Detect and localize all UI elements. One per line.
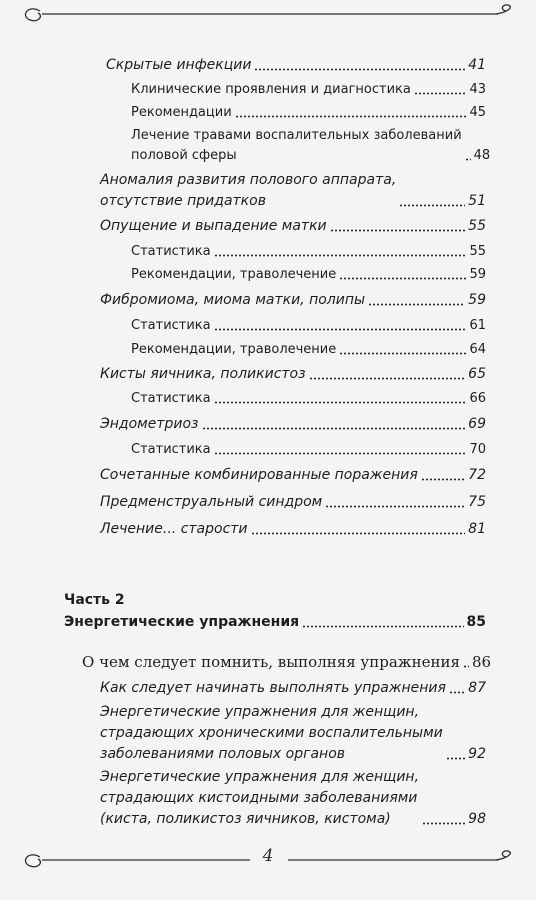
toc-entry-energy-exercises[interactable]	[64, 612, 486, 633]
toc-entry-title: Сочетанные комбинированные поражения	[100, 467, 418, 483]
dot-leader	[368, 303, 465, 306]
toc-entry-statistics[interactable]	[131, 389, 486, 409]
toc-entry-page: 45	[469, 105, 486, 120]
toc-entry-page: 55	[469, 244, 486, 259]
dot-leader	[330, 229, 466, 232]
toc-entry-old-age[interactable]	[100, 519, 486, 540]
toc-entry-title: Как следует начинать выполнять упражнения	[100, 680, 446, 696]
toc-entry-title: Скрытые инфекции	[106, 57, 252, 73]
toc-entry-title: Энергетические упражнения	[64, 614, 300, 630]
toc-entry-title: Лечение... старости	[100, 521, 248, 537]
toc-entry-energy-cystoid[interactable]	[100, 767, 486, 830]
dot-leader	[254, 68, 465, 71]
toc-entry-title: Кисты яичника, поликистоз	[100, 366, 306, 382]
dot-leader	[422, 822, 465, 825]
dot-leader	[414, 92, 467, 95]
toc-entry-endometriosis[interactable]	[100, 414, 486, 435]
toc-entry-page: 48	[473, 148, 491, 163]
toc-entry-recommendations-herbal[interactable]	[131, 340, 486, 360]
toc-entry-anomaly[interactable]	[100, 170, 486, 212]
toc-entry-title: Фибромиома, миома матки, полипы	[100, 292, 366, 308]
toc-entry-title: Эндометриоз	[100, 416, 199, 432]
toc-entry-page: 65	[468, 366, 486, 382]
dot-leader	[339, 352, 466, 355]
toc-entry-clinical-diagnostics[interactable]	[131, 80, 486, 100]
toc-entry-page: 69	[468, 416, 486, 432]
toc-entry-title: Лечение травами воспалительных заболеваний половой сферы	[131, 128, 462, 163]
dot-leader	[202, 427, 466, 430]
dot-leader	[449, 691, 465, 694]
toc-entry-pms[interactable]	[100, 492, 486, 513]
dot-leader	[446, 757, 465, 760]
toc-entry-page: 85	[466, 614, 486, 630]
toc-entry-page: 98	[468, 811, 486, 827]
toc-entry-title: Статистика	[131, 318, 211, 333]
toc-entry-title: Клинические проявления и диагностика	[131, 82, 411, 97]
toc-entry-how-to-start[interactable]	[100, 678, 486, 699]
dot-leader	[214, 401, 467, 404]
toc-entry-title: Рекомендации, траволечение	[131, 342, 337, 357]
toc-entry-title: Опущение и выпадение матки	[100, 218, 327, 234]
toc-entry-title: Рекомендации, траволечение	[131, 267, 337, 282]
toc-entry-statistics[interactable]	[131, 242, 486, 262]
toc-entry-page: 59	[469, 267, 486, 282]
toc-entry-statistics[interactable]	[131, 316, 486, 336]
dot-leader	[302, 625, 463, 628]
dot-leader	[399, 204, 465, 207]
dot-leader	[339, 277, 466, 280]
toc-entry-page: 64	[469, 342, 486, 357]
toc-entry-title: Статистика	[131, 442, 211, 457]
toc-entry-title: Рекомендации	[131, 105, 232, 120]
toc-entry-page: 43	[469, 82, 486, 97]
toc-entry-page: 61	[469, 318, 486, 333]
dot-leader	[309, 377, 466, 380]
toc-entry-title: Энергетические упражнения для женщин, страдающих хроническими воспалительными заболеваниями половых органов	[100, 704, 443, 762]
toc-entry-page: 55	[468, 218, 486, 234]
toc-entry-page: 66	[469, 391, 486, 406]
toc-entry-fibromyoma[interactable]	[100, 290, 486, 311]
toc-entry-page: 92	[468, 746, 486, 762]
dot-leader	[421, 478, 465, 481]
toc-entry-energy-inflammatory[interactable]	[100, 702, 486, 765]
dot-leader	[214, 452, 467, 455]
toc-entry-recommendations-herbal[interactable]	[131, 265, 486, 285]
toc-entry-latent-infections[interactable]	[106, 55, 486, 76]
dot-leader	[463, 665, 469, 668]
toc-entry-page: 81	[468, 521, 486, 537]
dot-leader	[325, 505, 465, 508]
toc-entry-statistics[interactable]	[131, 440, 486, 460]
toc-entry-title: Статистика	[131, 391, 211, 406]
toc-entry-title: Аномалия развития полового аппарата, отсутствие придатков	[100, 172, 397, 209]
toc-entry-title: Предменструальный синдром	[100, 494, 323, 510]
dot-leader	[214, 328, 467, 331]
toc-entry-page: 41	[468, 57, 486, 73]
toc-entry-page: 87	[468, 680, 486, 696]
toc-entry-uterine-prolapse[interactable]	[100, 216, 486, 237]
toc-entry-combined-lesions[interactable]	[100, 465, 486, 486]
toc-entry-title: О чем следует помнить, выполняя упражнения	[82, 653, 460, 671]
toc-entry-page: 51	[468, 193, 486, 209]
toc-entry-remember[interactable]	[82, 651, 492, 673]
toc-entry-page: 75	[468, 494, 486, 510]
toc-entry-page: 86	[471, 653, 492, 671]
toc-entry-herbal-treatment[interactable]	[131, 126, 491, 166]
dot-leader	[251, 532, 466, 535]
toc-entry-page: 72	[468, 467, 486, 483]
toc-entry-page: 59	[468, 292, 486, 308]
toc-entry-recommendations[interactable]	[131, 103, 486, 123]
toc-entry-page: 70	[469, 442, 486, 457]
toc-entry-ovarian-cysts[interactable]	[100, 364, 486, 385]
page-number: 4	[262, 846, 274, 866]
toc-entry-title: Статистика	[131, 244, 211, 259]
dot-leader	[465, 158, 471, 161]
dot-leader	[214, 254, 467, 257]
toc-entry-title: Энергетические упражнения для женщин, страдающих кистоидными заболеваниями (киста, поликистоз яичников, кистома)	[100, 769, 420, 827]
part-label: Часть 2	[64, 592, 125, 608]
dot-leader	[235, 115, 467, 118]
